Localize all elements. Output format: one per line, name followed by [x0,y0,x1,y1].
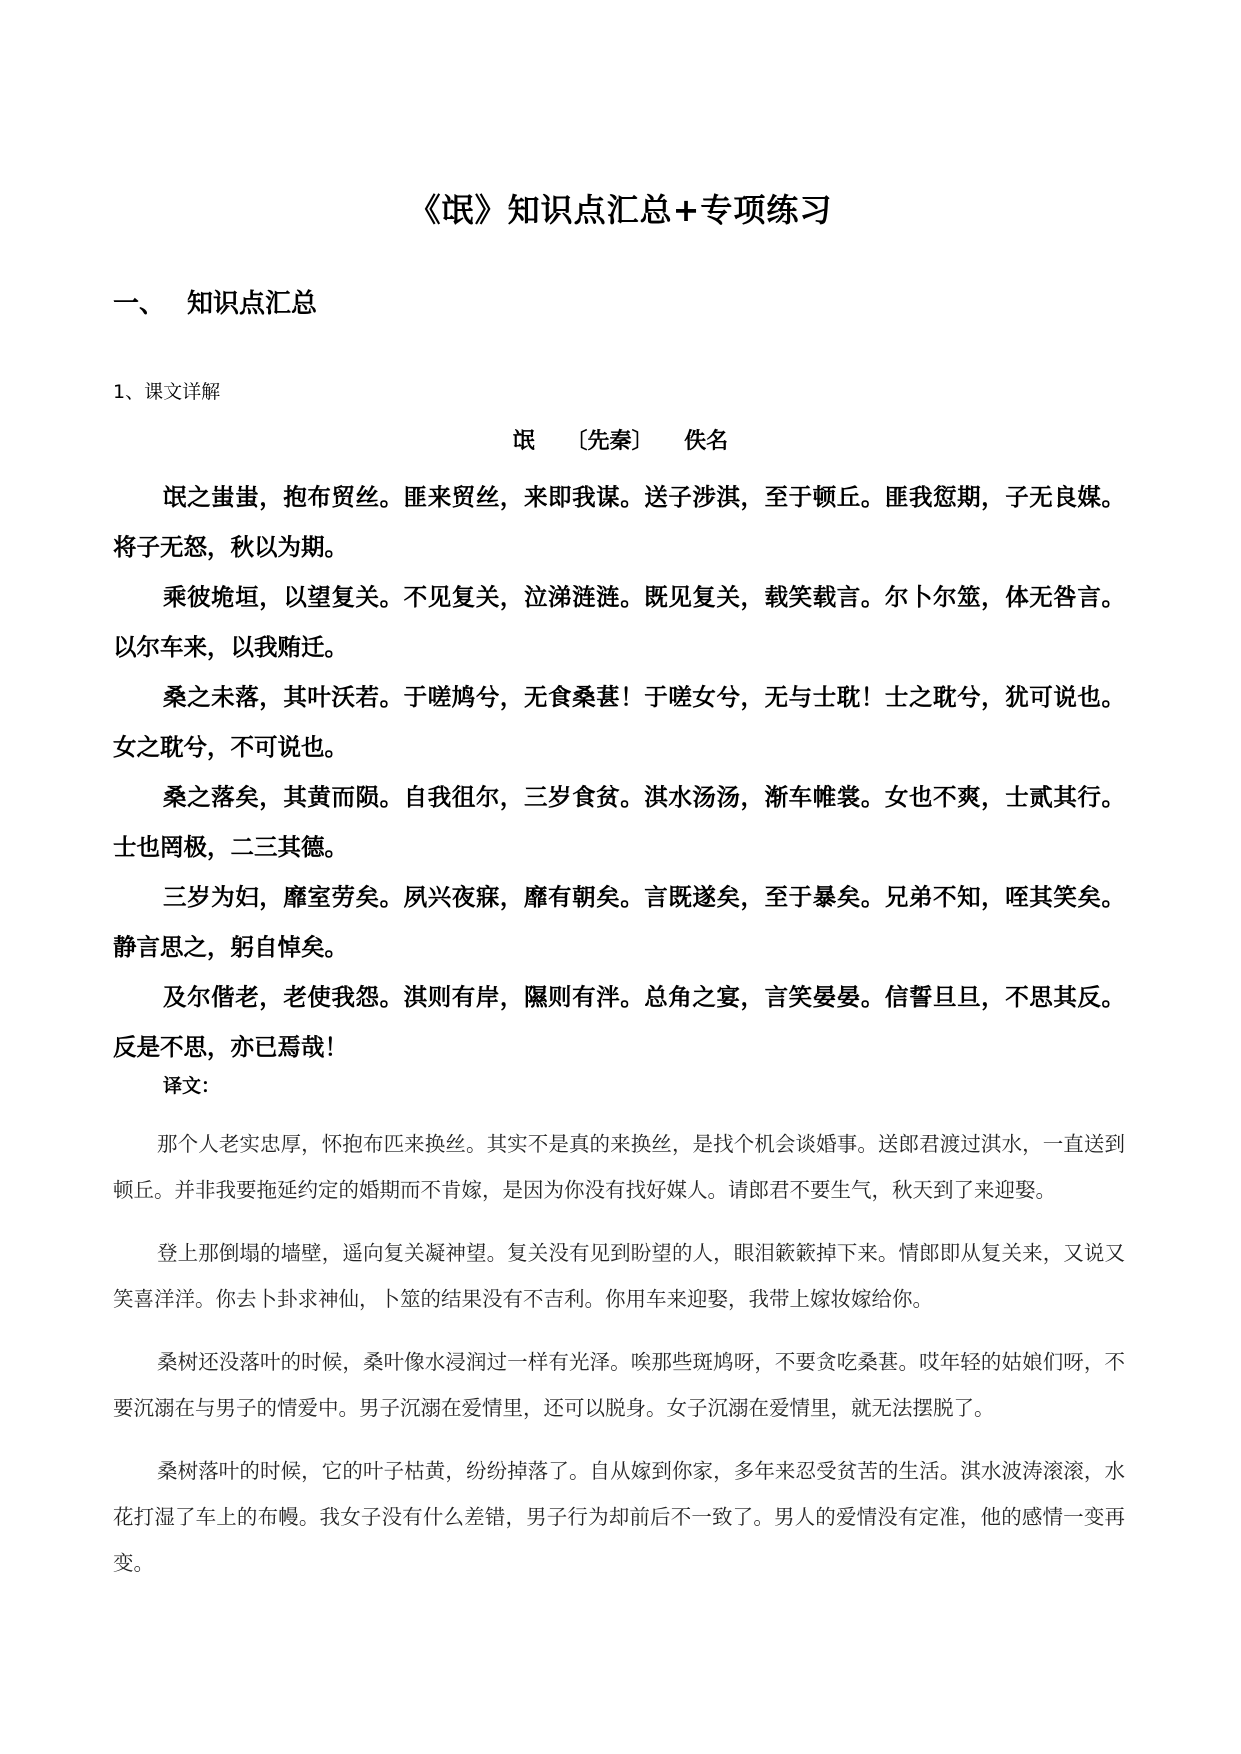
poem-stanza: 及尔偕老，老使我怨。淇则有岸，隰则有泮。总角之宴，言笑晏晏。信誓旦旦，不思其反。反是不思，亦已焉哉！ [113,983,1125,1061]
poem-text [113,472,1125,1072]
poem-title: 氓 〔先秦〕 佚名 [512,429,729,454]
translation-paragraph: 登上那倒塌的墙壁，遥向复关凝神望。复关没有见到盼望的人，眼泪簌簌掉下来。情郎即从复关来，又说又笑喜洋洋。你去卜卦求神仙，卜筮的结果没有不吉利。你用车来迎娶，我带上嫁妆嫁给你。 [113,1241,1125,1311]
translation-paragraph: 桑树还没落叶的时候，桑叶像水浸润过一样有光泽。唉那些斑鸠呀，不要贪吃桑葚。哎年轻的姑娘们呀，不要沉溺在与男子的情爱中。男子沉溺在爱情里，还可以脱身。女子沉溺在爱情里，就无法摆脱了。 [113,1350,1125,1420]
document-title: 《氓》知识点汇总+专项练习 [408,191,833,229]
translation-text [113,1121,1125,1603]
translation-label: 译文： [163,1075,221,1097]
translation-paragraph: 那个人老实忠厚，怀抱布匹来换丝。其实不是真的来换丝，是找个机会谈婚事。送郎君渡过淇水，一直送到顿丘。并非我要拖延约定的婚期而不肯嫁，是因为你没有找好媒人。请郎君不要生气，秋天到了来迎娶。 [113,1132,1125,1202]
translation-paragraph: 桑树落叶的时候，它的叶子枯黄，纷纷掉落了。自从嫁到你家，多年来忍受贫苦的生活。淇水波涛滚滚，水花打湿了车上的布幔。我女子没有什么差错，男子行为却前后不一致了。男人的爱情没有定准，他的感情一变再变。 [113,1459,1125,1575]
poem-stanza: 三岁为妇，靡室劳矣。夙兴夜寐，靡有朝矣。言既遂矣，至于暴矣。兄弟不知，咥其笑矣。静言思之，躬自悼矣。 [113,883,1125,961]
poem-stanza: 桑之落矣，其黄而陨。自我徂尔，三岁食贫。淇水汤汤，渐车帷裳。女也不爽，士贰其行。士也罔极，二三其德。 [113,783,1125,861]
section-heading [113,286,317,322]
poem-stanza: 乘彼垝垣，以望复关。不见复关，泣涕涟涟。既见复关，载笑载言。尔卜尔筮，体无咎言。以尔车来，以我贿迁。 [113,583,1125,661]
section-number: 一、 [113,289,166,319]
poem-stanza: 桑之未落，其叶沃若。于嗟鸠兮，无食桑葚！于嗟女兮，无与士耽！士之耽兮，犹可说也。女之耽兮，不可说也。 [113,683,1125,761]
poem-stanza: 氓之蚩蚩，抱布贸丝。匪来贸丝，来即我谋。送子涉淇，至于顿丘。匪我愆期，子无良媒。将子无怒，秋以为期。 [113,483,1125,561]
section-title: 知识点汇总 [187,289,318,319]
subsection-heading: 1、课文详解 [113,381,221,403]
